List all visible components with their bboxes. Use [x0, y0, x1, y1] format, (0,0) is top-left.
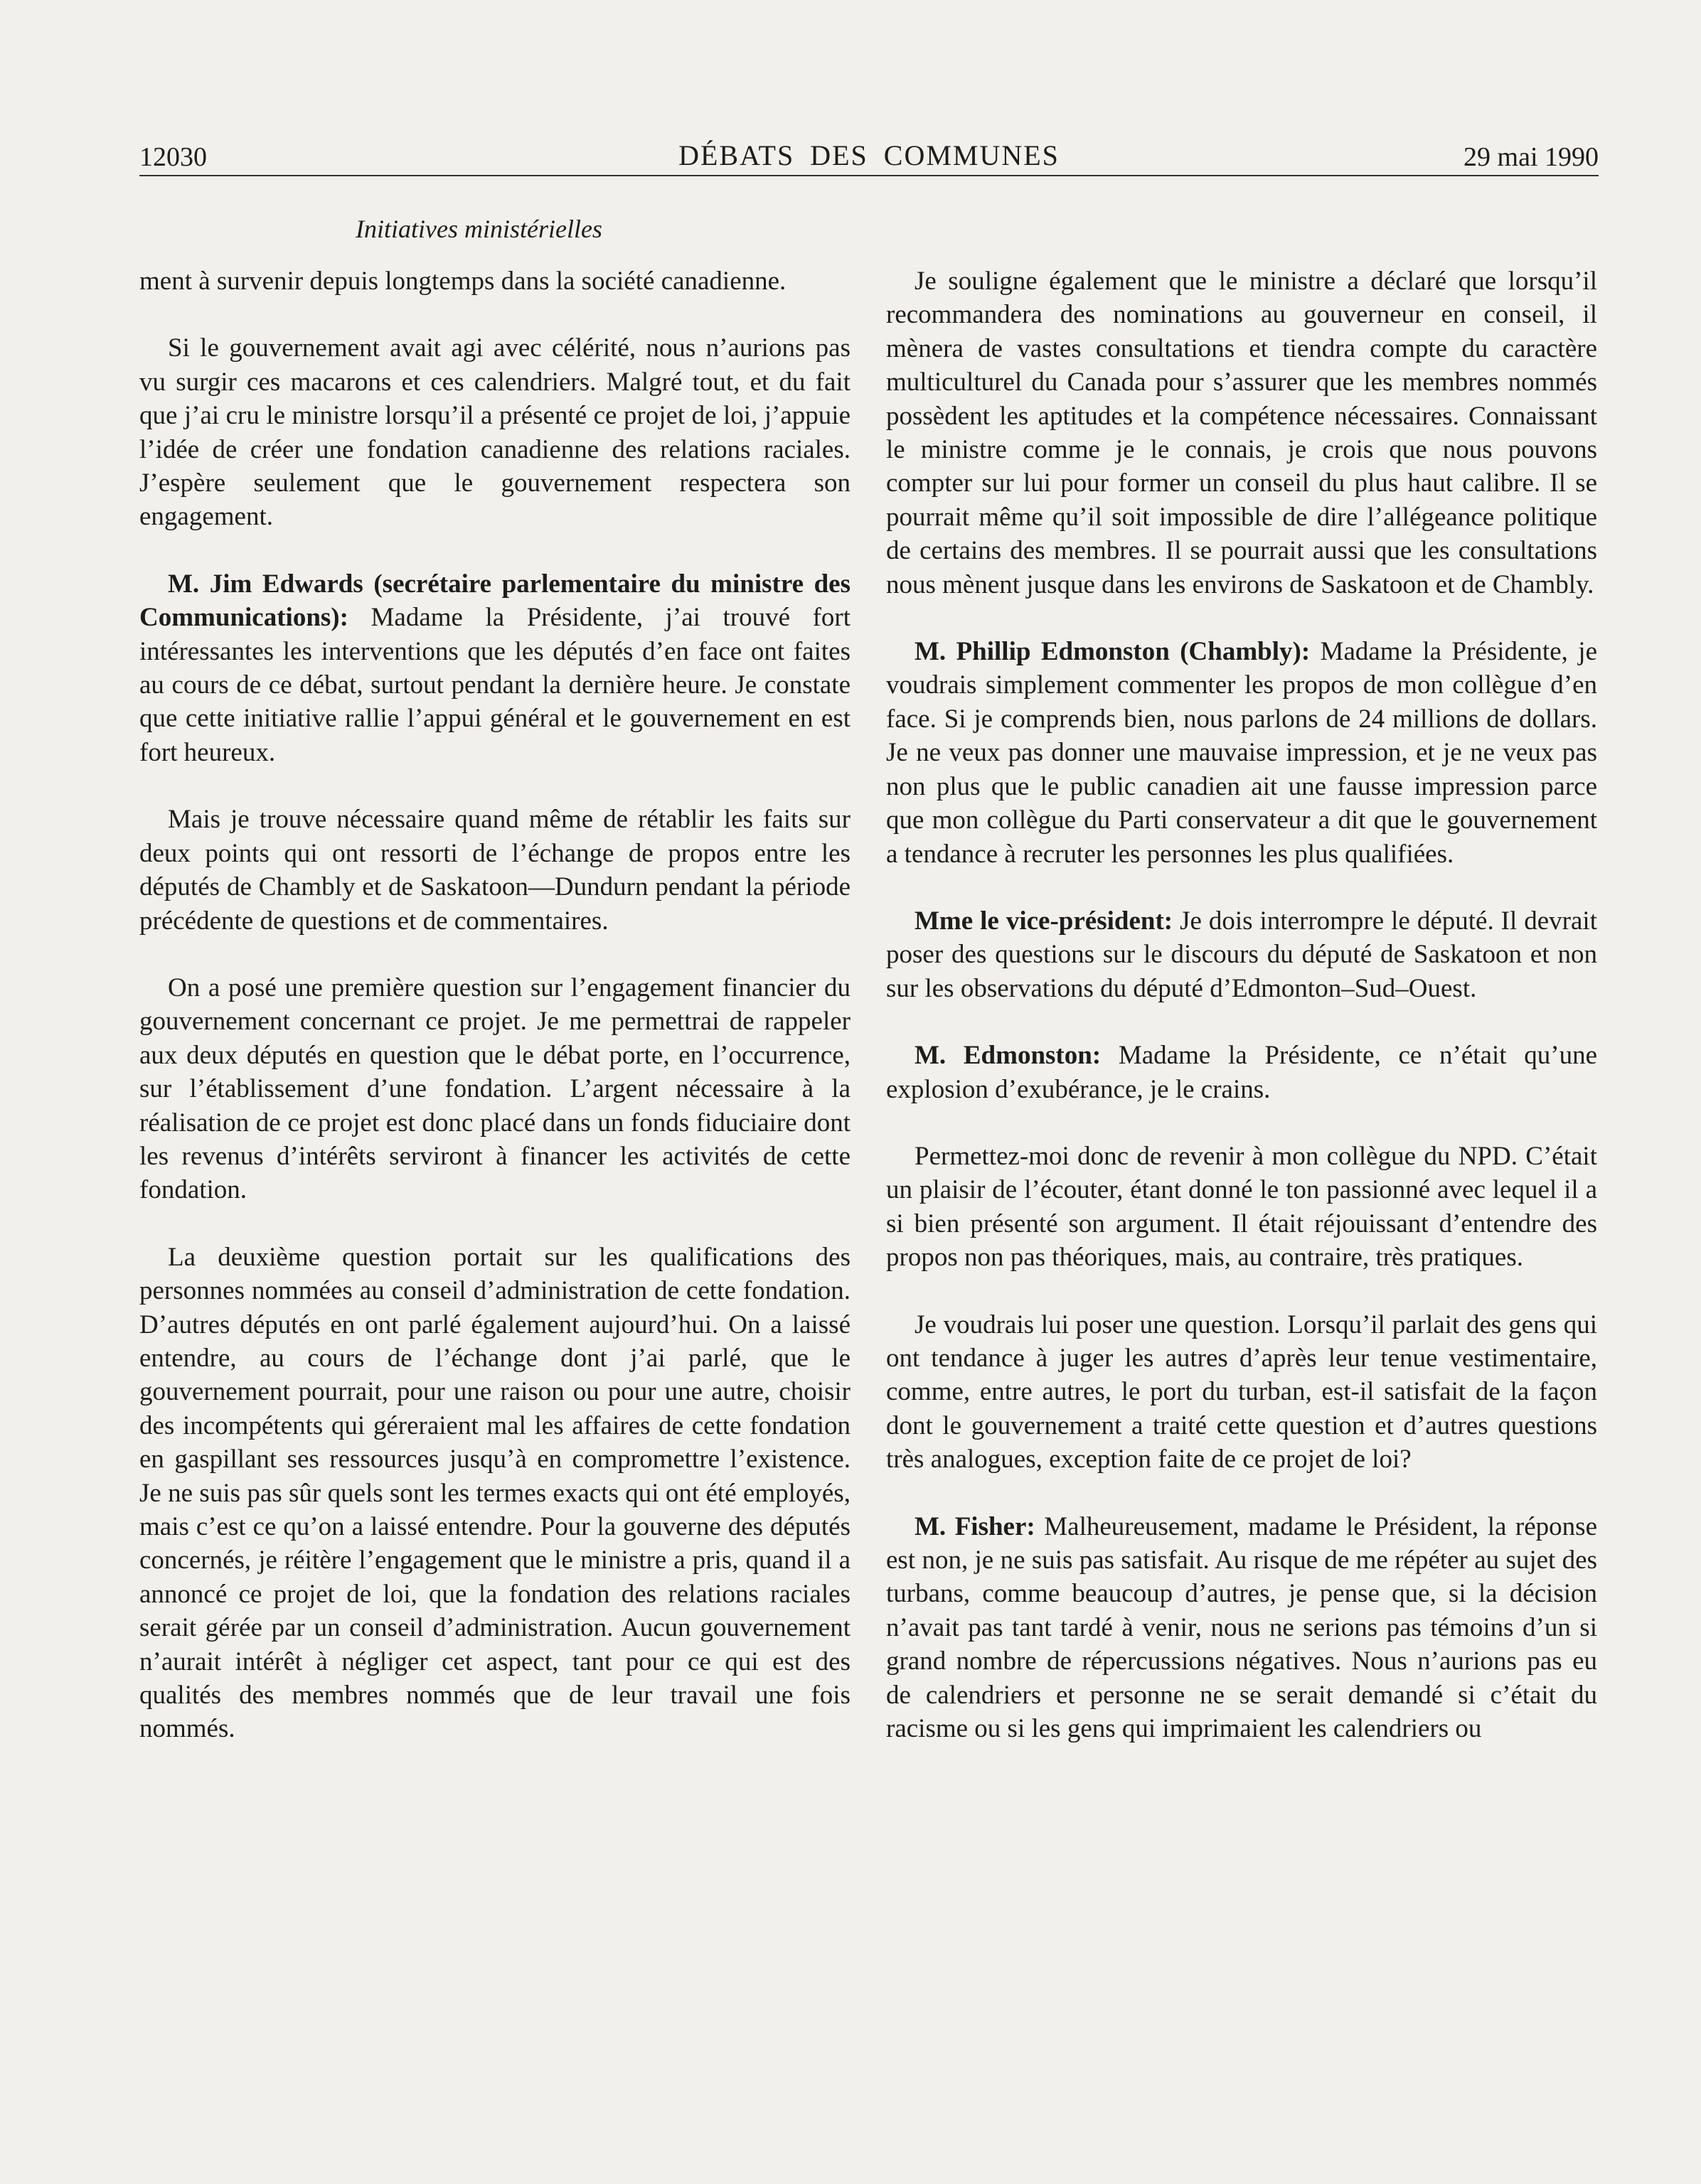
- speaker-name: M. Phillip Edmonston (Chambly):: [915, 637, 1311, 667]
- paragraph: La deuxième question portait sur les qualifications des personnes nommées au conseil d’administration de cette fondation. D’autres députés en ont parlé également aujourd’hui. On a laissé entendre, au cours de l’échange dont j’ai parlé, que le gouvernement pourrait, pour une raison ou pour une autre, choisir des incompétents qui géreraient mal les affaires de cette fondation en gaspillant ses ressources jusqu’à en compromettre l’existence. Je ne suis pas sûr quels sont les termes exacts qui ont été employés, mais c’est ce qu’on a laissé entendre. Pour la gouverne des députés concernés, je réitère l’engagement que le ministre a pris, quand il a annoncé ce projet de loi, que la fondation des relations raciales serait gérée par un conseil d’administration. Aucun gouvernement n’aurait intérêt à négliger cet aspect, tant pour ce qui est des qualités des membres nommés que de leur travail une fois nommés.: [139, 1242, 850, 1744]
- left-column: [139, 264, 850, 1746]
- speaker-name: Mme le vice-président:: [915, 906, 1173, 936]
- page-header: [139, 139, 1599, 179]
- paragraph: Je voudrais lui poser une question. Lorsqu’il parlait des gens qui ont tendance à juger les autres d’après leur tenue vestimentaire, comme, entre autres, le port du turban, est-il satisfait de la façon dont le gouvernement a traité cette question et d’autres questions très analogues, exception faite de ce projet de loi?: [886, 1310, 1597, 1474]
- paragraph: On a posé une première question sur l’engagement financier du gouvernement concernant ce projet. Je me permettrai de rappeler aux deux députés en question que le débat porte, en l’occurrence, sur l’établissement d’une fondation. L’argent nécessaire à la réalisation de ce projet est donc placé dans un fonds fiduciaire dont les revenus d’intérêts serviront à financer les activités de cette fondation.: [139, 973, 850, 1205]
- right-column: [886, 264, 1597, 1745]
- speech-text: Je dois interrompre le député. Il devrait poser des questions sur le discours du député de Saskatoon et non sur les observations du député d’Edmonton–Sud–Ouest.: [886, 906, 1597, 1003]
- speech-text: Madame la Présidente, je voudrais simplement commenter les propos de mon collègue d’en face. Si je comprends bien, nous parlons de 24 millions de dollars. Je ne veux pas donner une mauvaise impression, et je ne veux pas non plus que le public canadien ait une fausse impression parce que mon collègue du Parti conservateur a dit que le gouvernement a tendance à recruter les personnes les plus qualifiées.: [886, 637, 1597, 869]
- paragraph: Permettez-moi donc de revenir à mon collègue du NPD. C’était un plaisir de l’écouter, étant donné le ton passionné avec lequel il a si bien présenté son argument. Il était réjouissant d’entendre des propos non pas théoriques, mais, au contraire, très pratiques.: [886, 1141, 1597, 1273]
- paragraph: [886, 904, 1597, 1005]
- speech-text: Madame la Présidente, j’ai trouvé fort intéressantes les interventions que les députés d’en face ont faites au cours de ce débat, surtout pendant la dernière heure. Je constate que cette initiative rallie l’appui général et le gouvernement en est fort heureux.: [139, 603, 850, 767]
- paragraph: Je souligne également que le ministre a déclaré que lorsqu’il recommandera des nominations au gouverneur en conseil, il mènera de vastes consultations et tiendra compte du caractère multiculturel du Canada pour s’assurer que les membres nommés possèdent les aptitudes et la compétence nécessaires. Connaissant le ministre comme je le connais, je crois que nous pouvons compter sur lui pour former un conseil du plus haut calibre. Il se pourrait même qu’il soit impossible de dire l’allégeance politique de certains des membres. Il se pourrait aussi que les consultations nous mènent jusque dans les environs de Saskatoon et de Chambly.: [886, 267, 1597, 599]
- speaker-name: M. Fisher:: [915, 1511, 1035, 1541]
- paragraph: ment à survenir depuis longtemps dans la société canadienne.: [139, 267, 786, 296]
- publication-title: DÉBATS DES COMMUNES: [678, 139, 1060, 171]
- section-title: Initiatives ministérielles: [356, 215, 602, 243]
- speech-text: Malheureusement, madame le Président, la réponse est non, je ne suis pas satisfait. Au risque de me répéter au sujet des turbans, comme beaucoup d’autres, je pense que, si la décision n’avait pas tant tardé à venir, nous ne serions pas témoins d’un si grand nombre de répercussions négatives. Nous n’aurions pas eu de calendriers et personne ne se serait demandé si c’était du racisme ou si les gens qui imprimaient les calendriers ou: [886, 1511, 1597, 1744]
- page-number: 12030: [139, 142, 207, 172]
- paragraph: [886, 1510, 1597, 1746]
- paragraph: [886, 1039, 1597, 1106]
- speaker-name: M. Edmonston:: [915, 1041, 1102, 1071]
- publication-date: 29 mai 1990: [1463, 142, 1599, 172]
- speaker-name: M. Jim Edwards (secrétaire parlementaire du ministre des Communications):: [139, 569, 850, 633]
- paragraph: Si le gouvernement avait agi avec célérité, nous n’aurions pas vu surgir ces macarons et ces calendriers. Malgré tout, et du fait que j’ai cru le ministre lorsqu’il a présenté ce projet de loi, j’appuie l’idée de créer une fondation canadienne des relations raciales. J’espère seulement que le gouvernement respectera son engagement.: [139, 333, 850, 532]
- paragraph: [886, 635, 1597, 871]
- header-rule: [139, 175, 1599, 176]
- paragraph: [139, 567, 850, 769]
- speech-text: Madame la Présidente, ce n’était qu’une explosion d’exubérance, je le crains.: [886, 1041, 1597, 1104]
- paragraph: Mais je trouve nécessaire quand même de rétablir les faits sur deux points qui ont ressorti de l’échange de propos entre les députés de Chambly et de Saskatoon—Dundurn pendant la période précédente de questions et de commentaires.: [139, 805, 850, 936]
